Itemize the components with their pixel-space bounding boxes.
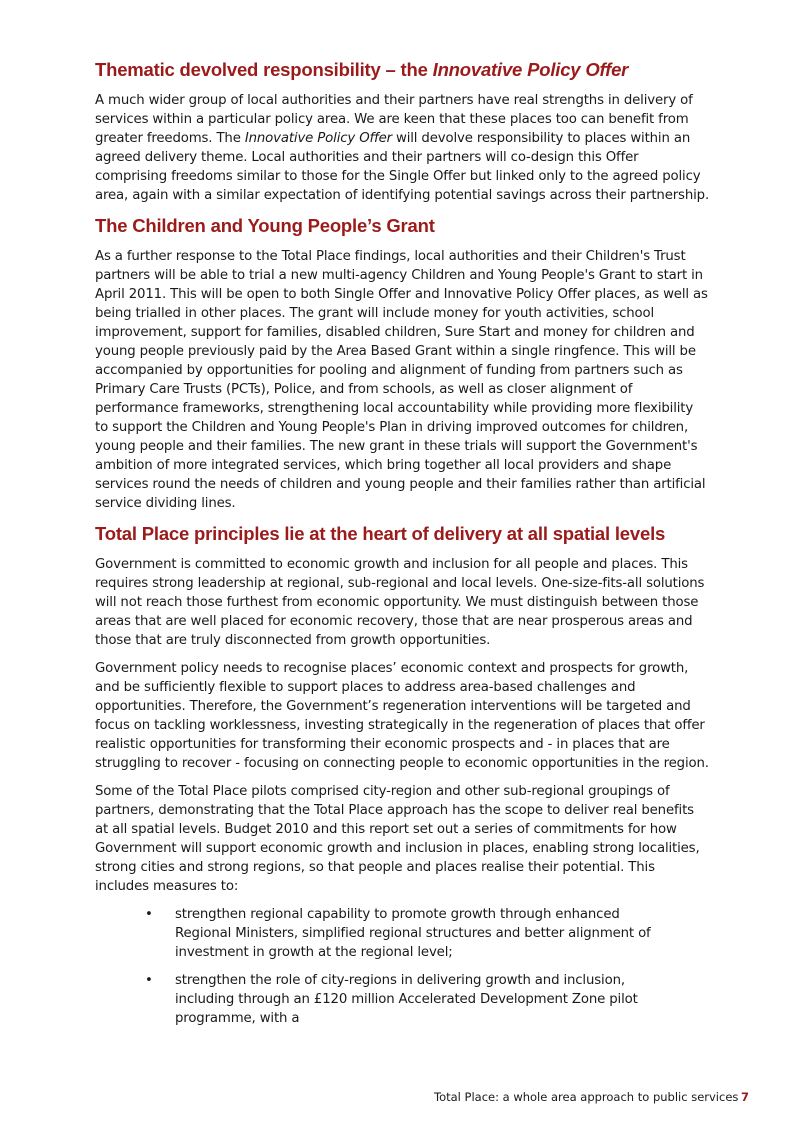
page-footer bbox=[0, 1090, 800, 1110]
heading-italic-text: Innovative Policy Offer bbox=[432, 59, 629, 80]
paragraph-text: will devolve responsibility to places within an agreed delivery theme. Local authorities and their partners will co-design this Offer comprising freedoms similar to those for the Single Offer but linked only to the agreed policy area, again with a similar expectation of identifying potential savings across their partnership. bbox=[95, 131, 710, 203]
paragraph-economic-growth: Government is committed to economic growth and inclusion for all people and places. This requires strong leadership at regional, sub-regional and local levels. One-size-fits-all solutions will not reach those furthest from economic opportunity. We must distinguish between those areas that are well placed for economic recovery, those that are near prosperous areas and those that are truly disconnected from growth opportunities. bbox=[95, 557, 705, 648]
list-item bbox=[145, 905, 675, 962]
paragraph-innovative-policy-offer bbox=[95, 91, 710, 205]
paragraph-text: A much wider group of local authorities and their partners have real strengths in delivery of services within a particular policy area. We are keen that these places too can benefit from greater freedoms. The bbox=[95, 93, 693, 146]
bullet-icon: • bbox=[145, 973, 153, 988]
page-content bbox=[95, 58, 710, 1037]
measures-list bbox=[95, 905, 675, 1028]
paragraph-government-policy: Government policy needs to recognise places’ economic context and prospects for growth, and be sufficiently flexible to support places to address area-based challenges and opportunities. Therefore, the Government’s regeneration interventions will be targeted and focus on tackling worklessness, investing strategically in the regeneration of places that offer realistic opportunities for transforming their economic prospects and - in places that are struggling to recover - focusing on connecting people to economic opportunities in the region. bbox=[95, 661, 709, 771]
page-number: 7 bbox=[741, 1090, 750, 1104]
section-heading-total-place-principles: Total Place principles lie at the heart of delivery at all spatial levels bbox=[95, 523, 666, 544]
list-item-text: strengthen regional capability to promote growth through enhanced Regional Ministers, simplified regional structures and better alignment of investment in growth at the regional level; bbox=[175, 907, 651, 960]
section-heading-innovative-policy-offer bbox=[95, 58, 710, 82]
paragraph-italic-text: Innovative Policy Offer bbox=[244, 131, 392, 146]
bullet-icon: • bbox=[145, 907, 153, 922]
footer-title: Total Place: a whole area approach to public services bbox=[434, 1090, 739, 1104]
list-item bbox=[145, 971, 675, 1028]
section-heading-children-grant: The Children and Young People’s Grant bbox=[95, 215, 435, 236]
paragraph-children-grant: As a further response to the Total Place findings, local authorities and their Children's Trust partners will be able to trial a new multi-agency Children and Young People's Grant to start in April 2011. This will be open to both Single Offer and Innovative Policy Offer places, as well as being trialled in other places. The grant will include money for youth activities, school improvement, support for families, disabled children, Sure Start and money for children and young people previously paid by the Area Based Grant within a single ringfence. This will be accompanied by opportunities for pooling and alignment of funding from partners such as Primary Care Trusts (PCTs), Police, and from schools, as well as closer alignment of performance frameworks, strengthening local accountability while providing more flexibility to support the Children and Young People's Plan in driving improved outcomes for children, young people and their families. The new grant in these trials will support the Government's ambition of more integrated services, which bring together all local providers and shape services round the needs of children and young people and their families rather than artificial service dividing lines. bbox=[95, 249, 708, 511]
list-item-text: strengthen the role of city-regions in delivering growth and inclusion, including through an £120 million Accelerated Development Zone pilot programme, with a bbox=[175, 973, 638, 1026]
heading-text: Thematic devolved responsibility – the bbox=[95, 59, 433, 80]
paragraph-total-place-pilots: Some of the Total Place pilots comprised city-region and other sub-regional groupings of partners, demonstrating that the Total Place approach has the scope to deliver real benefits at all spatial levels. Budget 2010 and this report set out a series of commitments for how Government will support economic growth and inclusion in places, enabling strong localities, strong cities and strong regions, so that people and places realise their potential. This includes measures to: bbox=[95, 784, 700, 894]
